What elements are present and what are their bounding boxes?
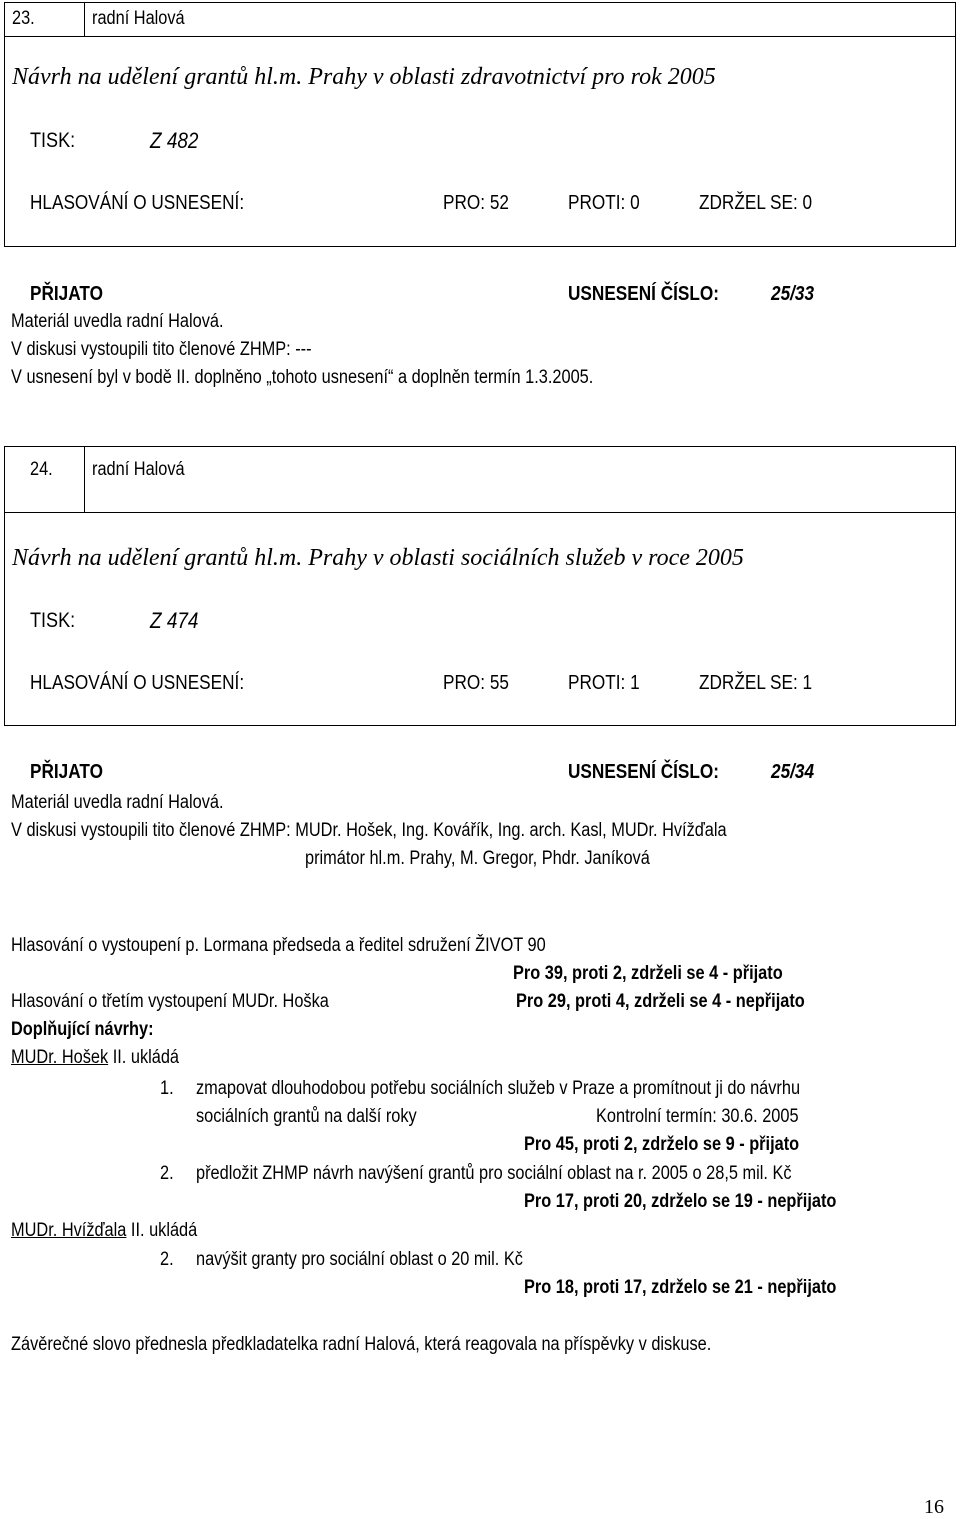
item24-vote-label: HLASOVÁNÍ O USNESENÍ: <box>30 672 245 694</box>
item24-doplnujici-heading: Doplňující návrhy: <box>11 1019 154 1040</box>
item24-h1-termin: Kontrolní termín: 30.6. 2005 <box>596 1106 799 1127</box>
item23-line-diskuse: V diskusi vystoupili tito členové ZHMP: --- <box>11 339 312 360</box>
item23-line-usneseni: V usnesení byl v bodě II. doplněno „tohoto usnesení“ a doplněn termín 1.3.2005. <box>11 367 594 388</box>
item24-v2-num: 2. <box>160 1249 174 1270</box>
item23-tisk-code: Z 482 <box>150 128 199 153</box>
item23-pro: PRO: 52 <box>443 192 509 214</box>
item24-header-bottom-line <box>4 512 956 513</box>
item23-title: Návrh na udělení grantů hl.m. Prahy v oblasti zdravotnictví pro rok 2005 <box>12 64 716 90</box>
item24-h1-text-1: zmapovat dlouhodobou potřebu sociálních služeb v Praze a promítnout ji do návrhu <box>196 1078 801 1099</box>
item23-presenter: radní Halová <box>92 8 185 29</box>
item24-number-divider <box>84 446 85 512</box>
item24-h2-result: Pro 17, proti 20, zdrželo se 19 - nepřijato <box>524 1191 837 1212</box>
item24-v2-text: navýšit granty pro sociální oblast o 20 mil. Kč <box>196 1249 523 1270</box>
item24-zdrzel: ZDRŽEL SE: 1 <box>699 672 813 694</box>
item23-proti: PROTI: 0 <box>568 192 640 214</box>
item23-header-bottom-line <box>4 36 956 37</box>
item24-tisk-label: TISK: <box>30 609 76 632</box>
item24-hosek-rest: II. ukládá <box>108 1047 180 1068</box>
item23-usneseni-number: 25/33 <box>771 283 815 305</box>
item24-vote1-result: Pro 39, proti 2, zdrželi se 4 - přijato <box>513 963 783 984</box>
item23-number: 23. <box>12 8 35 29</box>
item24-v2-result: Pro 18, proti 17, zdrželo se 21 - nepřijato <box>524 1277 837 1298</box>
item24-closing: Závěrečné slovo přednesla předkladatelka radní Halová, která reagovala na příspěvky v diskuse. <box>11 1334 712 1355</box>
item24-hvizdala-name: MUDr. Hvížďala <box>11 1220 127 1241</box>
item23-number-divider <box>84 2 85 36</box>
item24-h2-text: předložit ZHMP návrh navýšení grantů pro sociální oblast na r. 2005 o 28,5 mil. Kč <box>196 1163 792 1184</box>
item24-hosek-line <box>11 1047 179 1069</box>
item24-title: Návrh na udělení grantů hl.m. Prahy v oblasti sociálních služeb v roce 2005 <box>12 545 744 571</box>
item24-vote2-result: Pro 29, proti 4, zdrželi se 4 - nepřijato <box>516 991 805 1012</box>
item23-line-material: Materiál uvedla radní Halová. <box>11 311 224 332</box>
item24-number: 24. <box>30 459 53 480</box>
item24-proti: PROTI: 1 <box>568 672 640 694</box>
item24-hosek-name: MUDr. Hošek <box>11 1047 109 1068</box>
item24-tisk-code: Z 474 <box>150 608 199 633</box>
item23-tisk-label: TISK: <box>30 129 76 152</box>
item24-presenter: radní Halová <box>92 459 185 480</box>
item24-hvizdala-line <box>11 1220 197 1242</box>
item24-h2-num: 2. <box>160 1163 174 1184</box>
item24-pro: PRO: 55 <box>443 672 509 694</box>
item24-material: Materiál uvedla radní Halová. <box>11 792 224 813</box>
item24-vote2-text: Hlasování o třetím vystoupení MUDr. Hoška <box>11 991 329 1012</box>
item23-zdrzel: ZDRŽEL SE: 0 <box>699 192 813 214</box>
item24-diskuse-1: V diskusi vystoupili tito členové ZHMP: MUDr. Hošek, Ing. Kovářík, Ing. arch. Kasl, MUDr. Hvížďala <box>11 820 727 841</box>
item24-usneseni-label: USNESENÍ ČÍSLO: <box>568 761 719 783</box>
item24-diskuse-2: primátor hl.m. Prahy, M. Gregor, Phdr. Janíková <box>305 848 650 869</box>
item24-h1-num: 1. <box>160 1078 174 1099</box>
item23-result: PŘIJATO <box>30 283 103 305</box>
item24-hvizdala-rest: II. ukládá <box>126 1220 198 1241</box>
item24-h1-result: Pro 45, proti 2, zdrželo se 9 - přijato <box>524 1134 800 1155</box>
item23-vote-label: HLASOVÁNÍ O USNESENÍ: <box>30 192 245 214</box>
item23-usneseni-label: USNESENÍ ČÍSLO: <box>568 283 719 305</box>
item24-result: PŘIJATO <box>30 761 103 783</box>
page-number: 16 <box>924 1496 944 1518</box>
item24-h1-text-2: sociálních grantů na další roky <box>196 1106 417 1127</box>
item24-usneseni-number: 25/34 <box>771 761 815 783</box>
item24-vote1-text: Hlasování o vystoupení p. Lormana předseda a ředitel sdružení ŽIVOT 90 <box>11 935 546 956</box>
